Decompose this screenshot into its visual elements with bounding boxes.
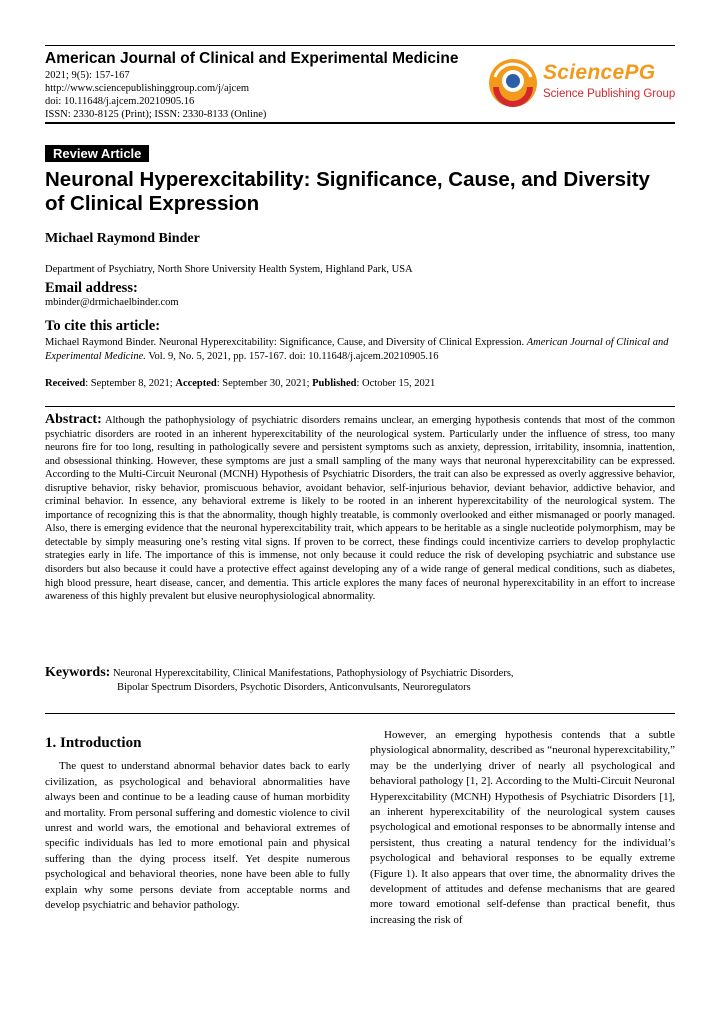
intro-paragraph-2: However, an emerging hypothesis contends that a subtle physiological abnormality, described as “neuronal hyperexcitability,” may be the underlying driver of nearly all psychological and behavioral pathology [1, 2]. According to the Multi-Circuit Neuronal Hyperexcitability (MCNH) Hypothesis of Psychiatric Disorders [1], an inherent hyperexcitability of the neurological system causes psychological and emotional responses to be abnormally intense and persistent, thus creating a natural tendency for the individual’s psychological and behavioral responses to be equally extreme (Figure 1). It also appears that over time, the abnormality drives the development of attitudes and defense mechanisms that are geared more toward emotional self-defense than practical benefit, thus increasing the risk of [370, 729, 675, 926]
author-name: Michael Raymond Binder [45, 231, 200, 246]
published-label: Published [312, 378, 357, 389]
journal-doi: doi: 10.11648/j.ajcem.20210905.16 [45, 96, 195, 107]
article-title: Neuronal Hyperexcitability: Significance, Cause, and Diversity of Clinical Expression [45, 168, 650, 215]
logo-subtitle: Science Publishing Group [543, 88, 676, 100]
journal-name: American Journal of Clinical and Experimental Medicine [45, 50, 459, 67]
citation-rest: Vol. 9, No. 5, 2021, pp. 157-167. doi: 10.11648/j.ajcem.20210905.16 [148, 350, 439, 362]
citation [45, 336, 675, 363]
email-heading: Email address: [45, 280, 138, 296]
author-affiliation: Department of Psychiatry, North Shore University Health System, Highland Park, USA [45, 264, 413, 275]
received-label: Received [45, 378, 86, 389]
journal-issue: 2021; 9(5): 157-167 [45, 70, 130, 81]
intro-paragraph-1: The quest to understand abnormal behavior dates back to early civilization, as psychological and behavioral abnormalities have always been and continue to be a leading cause of human morbidity and mortality. From personal suffering and domestic violence to civil unrest and world wars, the emotional and behavioral extremes of specific individuals has led to more emotional pain and physical suffering than the dying process itself. Yet despite numerous psychological and behavioral theories, none have been able to fully explain why some persons deviate from acceptable norms and develop psychiatric and behavior pathology. [45, 760, 350, 912]
keywords-label: Keywords: [45, 665, 111, 680]
body-right-column [370, 728, 675, 928]
header-bottom-rule [45, 122, 675, 124]
published-date: : October 15, 2021 [356, 378, 436, 389]
body-top-rule [45, 713, 675, 714]
keywords [45, 666, 675, 695]
journal-issn: ISSN: 2330-8125 (Print); ISSN: 2330-8133 (Online) [45, 109, 267, 120]
logo-text: SciencePG [543, 61, 656, 84]
abstract-top-rule [45, 406, 675, 407]
accepted-date: : September 30, 2021; [216, 378, 310, 389]
cite-heading: To cite this article: [45, 318, 161, 334]
received-date: : September 8, 2021; [85, 378, 173, 389]
author-email[interactable]: mbinder@drmichaelbinder.com [45, 297, 179, 308]
article-dates [45, 378, 435, 389]
journal-meta [45, 69, 266, 121]
keywords-line1: Neuronal Hyperexcitability, Clinical Manifestations, Pathophysiology of Psychiatric Disorders, [112, 668, 514, 679]
sciencepg-logo [487, 57, 677, 109]
abstract-text: Although the pathophysiology of psychiatric disorders remains unclear, an emerging hypothesis contends that most of the common psychiatric disorders are rooted in an inherent hyperexcitability of the neurological system. Particularly under the influence of stress, too many neurons fire for too long, resulting in pathologically severe and persistent symptoms such as anxiety, depression, irritability, insomnia, inattention, and obsessional thinking. However, these symptoms are just a small sampling of the many ways that neuronal hyperexcitability can be expressed. According to the Multi-Circuit Neuronal (MCNH) Hypothesis of Psychiatric Disorders, the trait can also be expressed as overly aggressive behavior, disruptive behavior, risky behavior, promiscuous behavior, avoidant behavior, self-injurious behavior, deviant behavior, addictive behavior, and criminal behavior. In essence, any behavioral extreme is likely to be rooted in an inherent hyperexcitability of the neurological system. The importance of recognizing this is that the abnormality, though highly treatable, is commonly overlooked and either mismanaged or poorly managed. Also, there is emerging evidence that the neuronal hyperexcitability trait, which appears to be heritable as a single nucleotide polymorphism, may be detectable by simply measuring one’s resting vital signs. If proven to be correct, these findings could incentivize carriers to develop prophylactic strategies early in life. The importance of this is immense, not only because it could reduce the risk of developing psychiatric and substance use disorders but also because it could have a protective effect against developing any of a wide range of general medical conditions, such as diabetes, high blood pressure, heart disease, cancer, and dementia. This article explores the many faces of neuronal hyperexcitability in an effort to increase awareness of this highly prevalent but elusive neurophysiological abnormality. [45, 415, 675, 603]
abstract [45, 413, 675, 604]
section-heading: 1. Introduction [45, 735, 142, 751]
citation-journal: American Journal of Clinical and Experimental Medicine. [45, 337, 669, 362]
sciencepg-logo-icon [487, 57, 539, 109]
journal-url[interactable]: http://www.sciencepublishinggroup.com/j/ajcem [45, 83, 250, 94]
article-type-badge: Review Article [45, 145, 149, 162]
keywords-line2: Bipolar Spectrum Disorders, Psychotic Disorders, Anticonvulsants, Neuroregulators [117, 682, 471, 693]
body-left-column [45, 730, 350, 913]
citation-plain: Michael Raymond Binder. Neuronal Hyperexcitability: Significance, Cause, and Diversity of Clinical Expression. [45, 337, 525, 348]
accepted-label: Accepted [175, 378, 217, 389]
abstract-label: Abstract: [45, 412, 102, 427]
header-top-rule [45, 45, 675, 46]
